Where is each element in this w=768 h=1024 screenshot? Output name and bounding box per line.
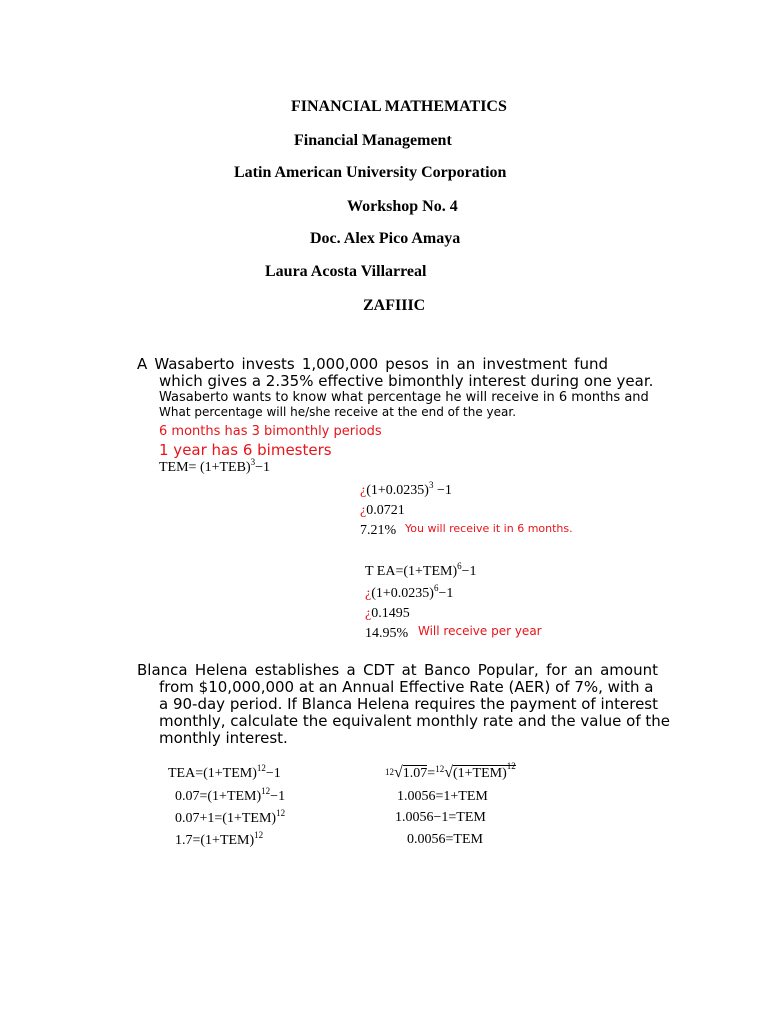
subject-title: Financial Management [294, 132, 452, 149]
problem2-line3: a 90-day period. If Blanca Helena requires the payment of interest [159, 695, 658, 713]
problem1-line4: What percentage will he/she receive at the end of the year. [159, 405, 517, 419]
tem-formula: $TEM= (1+TEB)^3-1$ [159, 457, 271, 475]
equation-row: 1.0056=1+TEM [397, 789, 488, 804]
teacher-name: Doc. Alex Pico Amaya [310, 230, 461, 247]
problem1-line2: which gives a 2.35% effective bimonthly interest during one year. [159, 372, 654, 390]
group-code: ZAFIIIC [363, 297, 426, 314]
calc2-step2: ¿0.1495 [365, 606, 410, 621]
course-title: FINANCIAL MATHEMATICS [291, 98, 507, 115]
calc1-step1: ¿$(1+0.0235)^3 -1$ [360, 480, 452, 498]
calc1-result: 7.21% [360, 523, 397, 538]
equation-row: 1.0056−1=TEM [395, 810, 486, 825]
problem2-line4: monthly, calculate the equivalent monthly rate and the value of the [159, 712, 670, 730]
problem1-note-year: 1 year has 6 bimesters [159, 441, 332, 459]
problem1-line3: Wasaberto wants to know what percentage he will receive in 6 months and [159, 390, 649, 405]
equation-row: 0.0056=TEM [407, 832, 483, 847]
workshop-title: Workshop No. 4 [347, 198, 458, 215]
root-equation: $12√1.07=^{12}√(1+TEM)^{12}$ [385, 761, 516, 781]
calc2-step1: ¿$(1+0.0235)^6-1$ [365, 583, 454, 601]
calc2-note: Will receive per year [418, 624, 542, 638]
problem1-line1: A Wasaberto invests 1,000,000 pesos in an investment fund [137, 355, 608, 373]
university-name: Latin American University Corporation [234, 164, 507, 181]
equation-row: $0.07+1=(1+TEM)^{12}$ [175, 808, 286, 826]
problem2-line1: Blanca Helena establishes a CDT at Banco Popular, for an amount [137, 661, 658, 679]
problem2-line2: from $10,000,000 at an Annual Effective Rate (AER) of 7%, with a [159, 678, 654, 696]
student-name: Laura Acosta Villarreal [265, 263, 427, 280]
tea-formula: T $EA=(1+TEM)^6-1$ [365, 561, 477, 579]
problem2-line5: monthly interest. [159, 729, 288, 747]
calc1-note: You will receive it in 6 months. [405, 522, 573, 535]
equation-row: $0.07=(1+TEM)^{12}-1$ [175, 786, 286, 804]
problem1-note-months: 6 months has 3 bimonthly periods [159, 424, 382, 439]
calc2-result: 14.95% [365, 626, 409, 641]
equation-row: $TEA=(1+TEM)^{12}-1$ [168, 763, 281, 781]
calc1-step2: ¿0.0721 [360, 503, 405, 518]
equation-row: $1.7=(1+TEM)^{12}$ [175, 830, 264, 848]
